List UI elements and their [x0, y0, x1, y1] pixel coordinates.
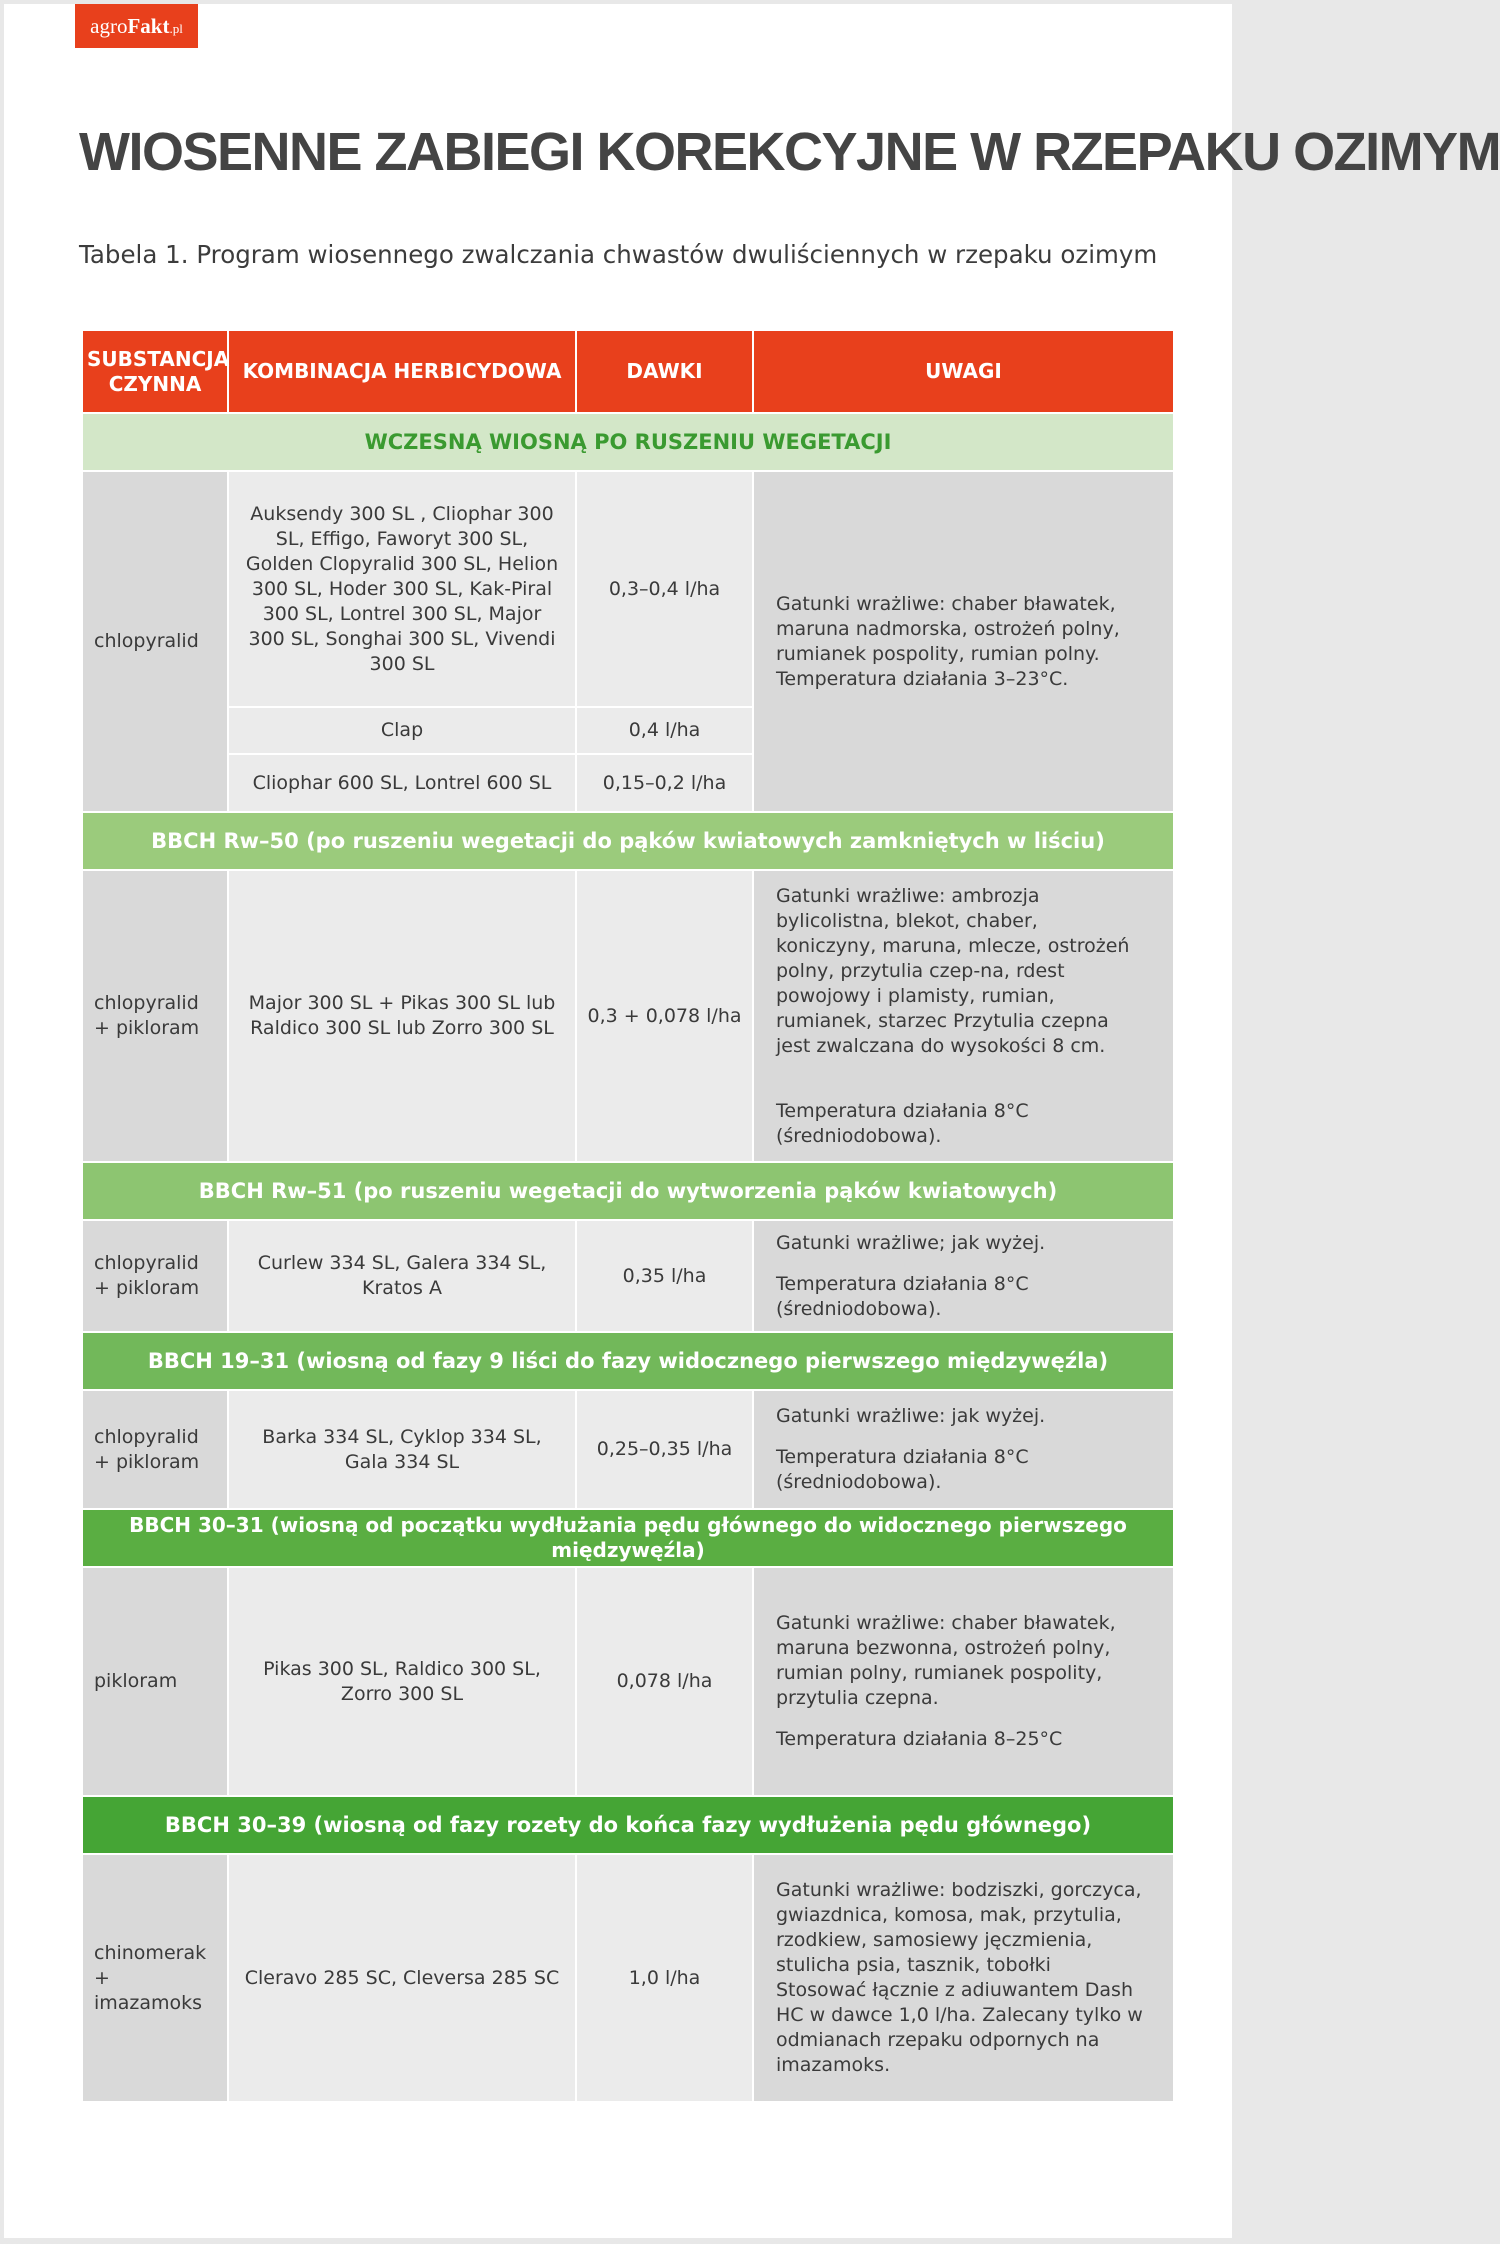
- combination-cell: Barka 334 SL, Cyklop 334 SL, Gala 334 SL: [228, 1390, 576, 1509]
- table-caption: Tabela 1. Program wiosennego zwalczania chwastów dwuliściennych w rzepaku ozimym: [79, 240, 1158, 269]
- logo-text-pl: .pl: [169, 21, 183, 36]
- combination-cell: Major 300 SL + Pikas 300 SL lub Raldico 300 SL lub Zorro 300 SL: [228, 870, 576, 1162]
- dose-cell: 0,3 + 0,078 l/ha: [576, 870, 753, 1162]
- logo-text-fakt: Fakt: [127, 14, 170, 38]
- table-row: [82, 1220, 1174, 1332]
- notes-cell: [753, 1854, 1174, 2102]
- substance-cell: chlopyralid + pikloram: [82, 1220, 228, 1332]
- notes-cell: [753, 1390, 1174, 1509]
- substance-cell: pikloram: [82, 1567, 228, 1796]
- dose-cell: 0,078 l/ha: [576, 1567, 753, 1796]
- header-substance: SUBSTANCJA CZYNNA: [82, 330, 228, 413]
- notes-cell: [753, 1220, 1174, 1332]
- header-combination: KOMBINACJA HERBICYDOWA: [228, 330, 576, 413]
- section-row-early-spring: [82, 413, 1174, 471]
- dose-cell: 0,4 l/ha: [576, 707, 753, 754]
- notes-text: Temperatura działania 8°C (średniodobowa).: [776, 1272, 1029, 1320]
- combination-cell: Curlew 334 SL, Galera 334 SL, Kratos A: [228, 1220, 576, 1332]
- notes-text: Gatunki wrażliwe: chaber bławatek, maruna bezwonna, ostrożeń polny, rumian polny, rumianek pospolity, przytulia czepna.: [776, 1612, 1116, 1709]
- page-title: WIOSENNE ZABIEGI KOREKCYJNE W RZEPAKU OZIMYM: [79, 122, 1500, 182]
- notes-cell: [753, 471, 1174, 812]
- combination-cell: Cleravo 285 SC, Cleversa 285 SC: [228, 1854, 576, 2102]
- combination-cell: Pikas 300 SL, Raldico 300 SL, Zorro 300 SL: [228, 1567, 576, 1796]
- substance-cell: chlopyralid + pikloram: [82, 870, 228, 1162]
- section-row-bbch-rw-51: [82, 1162, 1174, 1220]
- substance-cell: chlopyralid + pikloram: [82, 1390, 228, 1509]
- notes-text: Gatunki wrażliwe: chaber bławatek, maruna nadmorska, ostrożeń polny, rumianek pospolity, rumian polny. Temperatura działania 3–23°C.: [776, 592, 1120, 690]
- table-row: [82, 471, 1174, 707]
- section-row-bbch-rw-50: [82, 812, 1174, 870]
- dose-cell: 0,35 l/ha: [576, 1220, 753, 1332]
- notes-text: Temperatura działania 8°C (średniodobowa).: [776, 1446, 1029, 1493]
- substance-cell: chinomerak + imazamoks: [82, 1854, 228, 2102]
- section-row-bbch-19-31: [82, 1332, 1174, 1390]
- section-row-bbch-30-39: [82, 1796, 1174, 1854]
- table-row: [82, 870, 1174, 1162]
- table-row: [82, 1390, 1174, 1509]
- section-title: BBCH 30–31 (wiosną od początku wydłużania pędu głównego do widocznego pierwszego międzywęźla): [82, 1509, 1174, 1567]
- table-row: [82, 1567, 1174, 1796]
- notes-text: Gatunki wrażliwe; jak wyżej.: [776, 1231, 1046, 1254]
- herbicide-program-table: [81, 329, 1175, 2103]
- dose-cell: 0,15–0,2 l/ha: [576, 754, 753, 812]
- notes-cell: [753, 1567, 1174, 1796]
- section-title: BBCH Rw–50 (po ruszeniu wegetacji do pąków kwiatowych zamkniętych w liściu): [82, 812, 1174, 870]
- notes-text: Temperatura działania 8–25°C: [776, 1728, 1063, 1750]
- infographic-page: [4, 4, 1500, 2238]
- section-row-bbch-30-31: [82, 1509, 1174, 1567]
- notes-text: Gatunki wrażliwe: bodziszki, gorczyca, gwiazdnica, komosa, mak, przytulia, rzodkiew, samosiewy jęczmienia, stulicha psia, tasznik, tobołki Stosować łącznie z adiuwantem Dash HC w dawce 1,0 l/ha. Zalecany tylko w odmianach rzepaku odpornych na imazamoks.: [776, 1879, 1143, 2076]
- combination-cell: Clap: [228, 707, 576, 754]
- dose-cell: 0,25–0,35 l/ha: [576, 1390, 753, 1509]
- section-title: BBCH Rw–51 (po ruszeniu wegetacji do wytworzenia pąków kwiatowych): [82, 1162, 1174, 1220]
- notes-cell: [753, 870, 1174, 1162]
- dose-cell: 0,3–0,4 l/ha: [576, 471, 753, 707]
- notes-text: Temperatura działania 8°C (średniodobowa).: [776, 1099, 1029, 1147]
- substance-cell: chlopyralid: [82, 471, 228, 812]
- table-header-row: [82, 330, 1174, 413]
- section-title: WCZESNĄ WIOSNĄ PO RUSZENIU WEGETACJI: [82, 413, 1174, 471]
- notes-text: Gatunki wrażliwe: jak wyżej.: [776, 1405, 1046, 1427]
- logo-text-agro: agro: [90, 14, 128, 38]
- notes-text: Gatunki wrażliwe: ambrozja bylicolistna, blekot, chaber, koniczyny, maruna, mlecze, ostrożeń polny, przytulia czep-na, rdest powojowy i plamisty, rumian, rumianek, starzec Przytulia czepna jest zwalczana do wysokości 8 cm.: [776, 884, 1130, 1057]
- combination-cell: Cliophar 600 SL, Lontrel 600 SL: [228, 754, 576, 812]
- combination-cell: Auksendy 300 SL , Cliophar 300 SL, Effigo, Faworyt 300 SL, Golden Clopyralid 300 SL, Helion 300 SL, Hoder 300 SL, Kak-Piral 300 SL, Lontrel 300 SL, Major 300 SL, Songhai 300 SL, Vivendi 300 SL: [228, 471, 576, 707]
- dose-cell: 1,0 l/ha: [576, 1854, 753, 2102]
- section-title: BBCH 19–31 (wiosną od fazy 9 liści do fazy widocznego pierwszego międzywęźla): [82, 1332, 1174, 1390]
- header-notes: UWAGI: [753, 330, 1174, 413]
- header-doses: DAWKI: [576, 330, 753, 413]
- agrofakt-logo[interactable]: [75, 4, 198, 48]
- section-title: BBCH 30–39 (wiosną od fazy rozety do końca fazy wydłużenia pędu głównego): [82, 1796, 1174, 1854]
- table-row: [82, 1854, 1174, 2102]
